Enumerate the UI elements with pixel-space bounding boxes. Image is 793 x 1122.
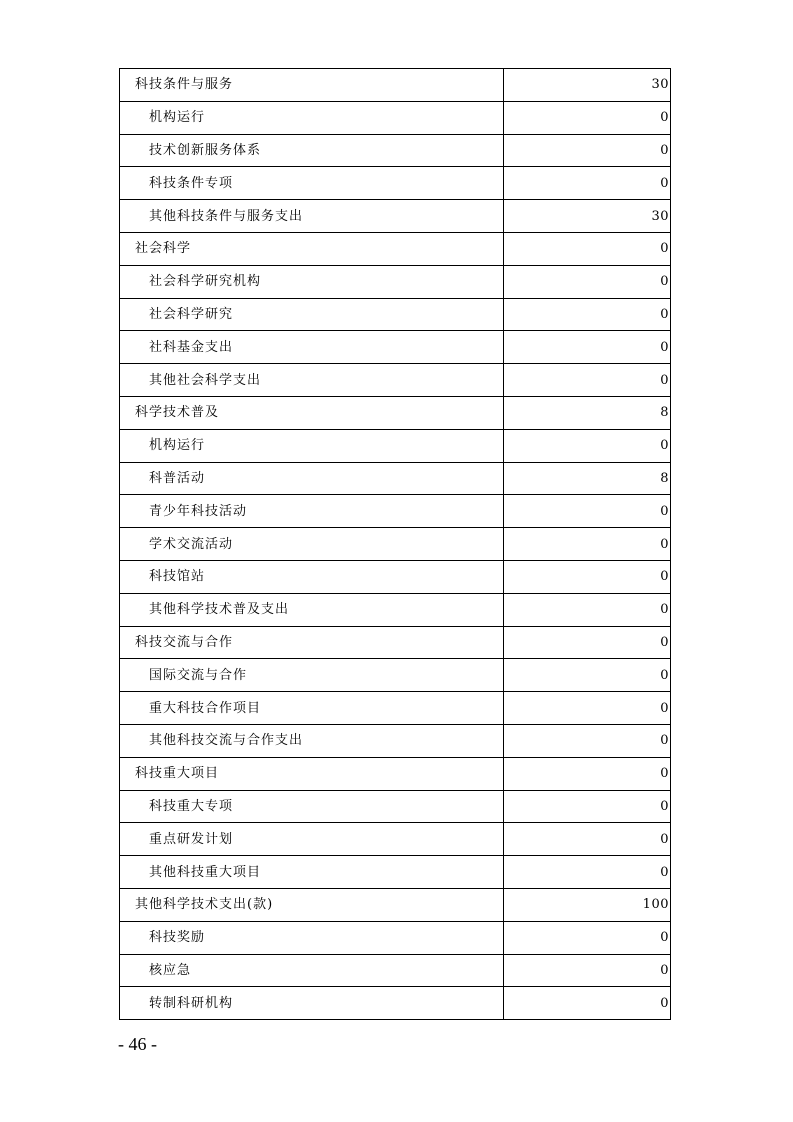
item-amount-cell: 0	[504, 331, 671, 364]
item-amount-cell: 0	[504, 856, 671, 889]
item-name-cell: 科技奖励	[120, 921, 504, 954]
item-amount-cell: 0	[504, 265, 671, 298]
table-body	[120, 69, 671, 1020]
item-amount-cell: 0	[504, 724, 671, 757]
item-name-cell: 国际交流与合作	[120, 659, 504, 692]
table-row	[120, 856, 671, 889]
item-amount-cell: 0	[504, 593, 671, 626]
item-amount-cell: 0	[504, 429, 671, 462]
item-name-cell: 其他科技重大项目	[120, 856, 504, 889]
item-name-cell: 科技重大项目	[120, 757, 504, 790]
item-amount-cell: 0	[504, 626, 671, 659]
table-row	[120, 331, 671, 364]
table-row	[120, 232, 671, 265]
table-row	[120, 757, 671, 790]
item-amount-cell: 0	[504, 134, 671, 167]
table-row	[120, 954, 671, 987]
item-amount-cell: 0	[504, 757, 671, 790]
item-amount-cell: 0	[504, 528, 671, 561]
table-row	[120, 265, 671, 298]
item-name-cell: 科技条件与服务	[120, 69, 504, 102]
item-name-cell: 科学技术普及	[120, 396, 504, 429]
item-name-cell: 重点研发计划	[120, 823, 504, 856]
item-amount-cell: 0	[504, 987, 671, 1020]
item-name-cell: 社会科学研究机构	[120, 265, 504, 298]
item-name-cell: 机构运行	[120, 429, 504, 462]
budget-table	[119, 68, 671, 1020]
table-row	[120, 659, 671, 692]
item-name-cell: 青少年科技活动	[120, 495, 504, 528]
item-amount-cell: 0	[504, 298, 671, 331]
item-amount-cell: 8	[504, 396, 671, 429]
table-row	[120, 823, 671, 856]
table-row	[120, 429, 671, 462]
item-amount-cell: 8	[504, 462, 671, 495]
item-name-cell: 学术交流活动	[120, 528, 504, 561]
item-amount-cell: 0	[504, 823, 671, 856]
item-name-cell: 科技条件专项	[120, 167, 504, 200]
table-row	[120, 987, 671, 1020]
item-amount-cell: 0	[504, 364, 671, 397]
item-name-cell: 科技馆站	[120, 560, 504, 593]
item-name-cell: 机构运行	[120, 101, 504, 134]
table-row	[120, 69, 671, 102]
item-name-cell: 社科基金支出	[120, 331, 504, 364]
table-row	[120, 364, 671, 397]
item-name-cell: 科普活动	[120, 462, 504, 495]
item-amount-cell: 0	[504, 495, 671, 528]
item-amount-cell: 0	[504, 692, 671, 725]
item-name-cell: 社会科学研究	[120, 298, 504, 331]
item-name-cell: 其他科学技术普及支出	[120, 593, 504, 626]
item-amount-cell: 0	[504, 560, 671, 593]
table-row	[120, 101, 671, 134]
item-name-cell: 重大科技合作项目	[120, 692, 504, 725]
table-row	[120, 593, 671, 626]
item-amount-cell: 30	[504, 69, 671, 102]
item-name-cell: 其他社会科学支出	[120, 364, 504, 397]
table-row	[120, 462, 671, 495]
item-amount-cell: 0	[504, 790, 671, 823]
item-name-cell: 其他科技交流与合作支出	[120, 724, 504, 757]
item-amount-cell: 0	[504, 232, 671, 265]
item-amount-cell: 0	[504, 167, 671, 200]
table-row	[120, 790, 671, 823]
table-row	[120, 888, 671, 921]
item-name-cell: 其他科学技术支出(款)	[120, 888, 504, 921]
item-amount-cell: 0	[504, 101, 671, 134]
table-row	[120, 298, 671, 331]
table-row	[120, 921, 671, 954]
item-name-cell: 社会科学	[120, 232, 504, 265]
table-row	[120, 560, 671, 593]
table-row	[120, 692, 671, 725]
item-amount-cell: 100	[504, 888, 671, 921]
item-name-cell: 技术创新服务体系	[120, 134, 504, 167]
table-row	[120, 396, 671, 429]
table-row	[120, 724, 671, 757]
table-row	[120, 200, 671, 233]
item-amount-cell: 0	[504, 921, 671, 954]
table-row	[120, 626, 671, 659]
item-name-cell: 转制科研机构	[120, 987, 504, 1020]
item-amount-cell: 0	[504, 954, 671, 987]
item-name-cell: 科技重大专项	[120, 790, 504, 823]
item-name-cell: 核应急	[120, 954, 504, 987]
item-amount-cell: 0	[504, 659, 671, 692]
item-amount-cell: 30	[504, 200, 671, 233]
table-row	[120, 528, 671, 561]
page-number: - 46 -	[118, 1034, 157, 1054]
item-name-cell: 科技交流与合作	[120, 626, 504, 659]
table-row	[120, 134, 671, 167]
table-row	[120, 167, 671, 200]
table-row	[120, 495, 671, 528]
item-name-cell: 其他科技条件与服务支出	[120, 200, 504, 233]
